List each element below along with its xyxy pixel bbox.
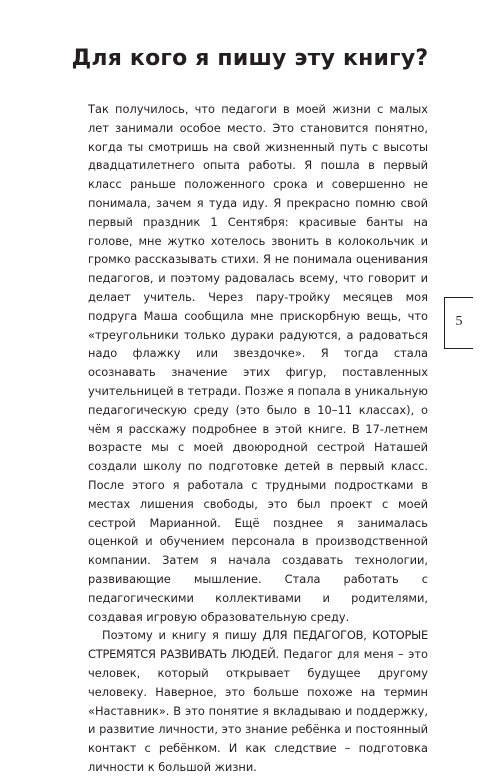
paragraph-1: Так получилось, что педагоги в моей жизни с малых лет занимали особое место. Это становится понятно, когда ты смотришь на свой жизненный путь с высоты двадцатилетнего опыта работы. Я пошла в первый класс раньше положенного срока и совершенно не понимала, зачем я туда иду. Я прекрасно помню свой первый праздник 1 Сентября: красивые банты на голове, мне жутко хотелось звонить в колокольчик и громко рассказывать стихи. Я не понимала оценивания педагогов, и поэтому радовалась всему, что говорит и делает учитель. Через пару-тройку месяцев моя подруга Маша сообщила мне прискорбную вещь, что «треугольники только дураки радуются, а радоваться надо флажку или звездочке». Я тогда стала осознавать значение этих фигур, поставленных учительницей в тетради. Позже я попала в уникальную педагогическую среду (это было в 10–11 классах), о чём я расскажу подробнее в этой книге. В 17-летнем возрасте мы с моей двоюродной сестрой Наташей создали школу по подготовке детей в первый класс. После этого я работала с трудными подростками в местах лишения свободы, это был проект с моей сестрой Марианной. Ещё позднее я занималась оценкой и обучением персонала в производственной компании. Затем я начала создавать технологии, развивающие мышление. Стала работать с педагогическими коллективами и родителями, создавая игровую образовательную среду. [88, 102, 428, 624]
body-text [88, 100, 428, 777]
paragraph-2 [88, 626, 428, 776]
page-title: Для кого я пишу эту книгу? [71, 46, 429, 71]
paragraph-2-lead: Поэтому и книгу я пишу [102, 628, 263, 643]
paragraph-2-rest: . Педагог для меня – это человек, который открывает будущее другому человеку. Наверное, это больше похоже на термин «Наставник». В это понятие я вкладываю и поддержку, и развитие личности, это знание ребёнка и постоянный контакт с ребёнком. И как следствие – подготовка личности к большой жизни. [88, 647, 428, 774]
page-number-marker [444, 297, 475, 349]
paragraph-2-emphasis: ДЛЯ ПЕДАГОГОВ, КОТОРЫЕ СТРЕМЯТСЯ РАЗВИВАТЬ ЛЮДЕЙ [88, 628, 428, 662]
page-number: 5 [455, 314, 463, 329]
